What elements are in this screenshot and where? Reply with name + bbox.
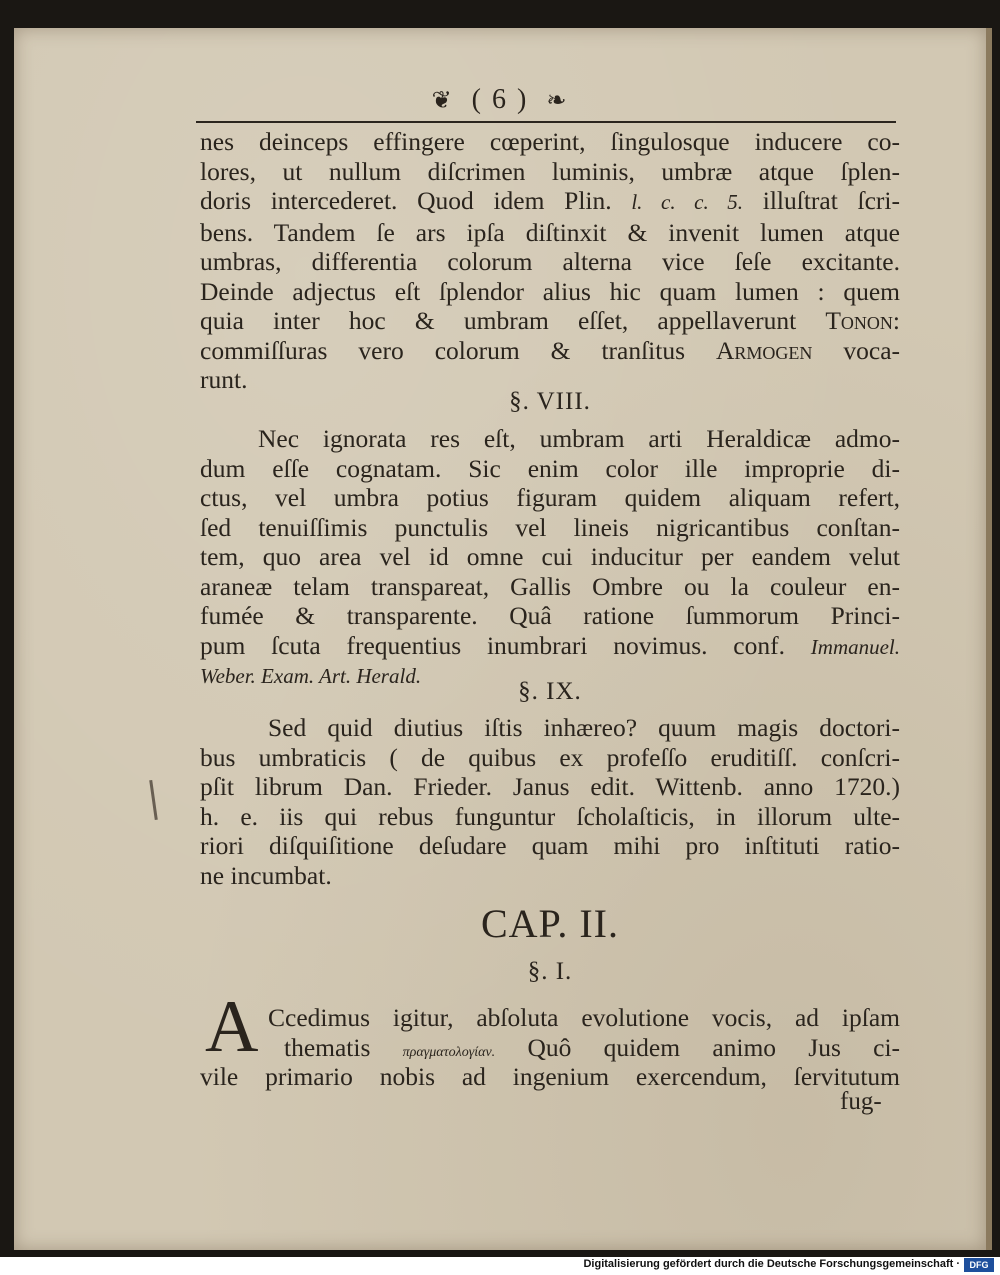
catchword: fug- <box>840 1088 882 1115</box>
text-line: fumée & transparente. Quâ ratione ſummorum Princi- <box>200 601 900 630</box>
text-line: pſit librum Dan. Frieder. Janus edit. Wittenb. anno 1720.) <box>200 772 900 801</box>
paragraph-2 <box>200 424 900 692</box>
text-span: thematis <box>284 1032 371 1062</box>
dfg-logo-icon: DFG <box>964 1258 994 1272</box>
section-heading-viii: §. VIII. <box>509 388 591 415</box>
term-armogen: Armogen <box>715 335 813 365</box>
greek-term: πραγματολογίαν. <box>402 1044 496 1060</box>
text-line: Ccedimus igitur, abſoluta evolutione vocis, ad ipſam <box>268 1003 900 1032</box>
paragraph-3 <box>200 713 900 890</box>
text-span: doris intercederet. Quod idem Plin. <box>200 186 612 215</box>
text-line: Nec ignorata res eſt, umbram arti Heraldicæ admo- <box>258 424 900 453</box>
text-span: pum ſcuta frequentius inumbrari novimus. conf. <box>200 630 785 660</box>
text-line: nes deinceps effingere cœperint, ſingulosque inducere co- <box>200 127 900 156</box>
footer-bar <box>0 1257 1000 1275</box>
left-ornament-icon: ❦ <box>431 88 454 114</box>
section-heading-ix: §. IX. <box>518 678 582 705</box>
text-line: bus umbraticis ( de quibus ex profeſſo eruditiſſ. conſcri- <box>200 742 900 772</box>
header-rule <box>196 121 896 123</box>
reference-italic: Immanuel. <box>810 634 901 659</box>
text-line: h. e. iis qui rebus funguntur ſcholaſticis, in illorum ulte- <box>200 801 900 831</box>
paragraph-1 <box>200 127 900 395</box>
term-tonon: Tonon <box>825 306 893 335</box>
text-line: Deinde adjectus eſt ſplendor alius hic quam lumen : quem <box>200 276 900 306</box>
paragraph-4-first-lines <box>268 1003 900 1067</box>
chapter-heading: CAP. II. <box>480 901 620 946</box>
text-span: commiſſuras vero colorum & tranſitus <box>200 335 686 365</box>
text-line: araneæ telam transpareat, Gallis Ombre ou la couleur en- <box>200 571 900 601</box>
text-line: ſed tenuiſſimis punctulis vel lineis nigricantibus conſtan- <box>200 512 900 542</box>
page-number: ( 6 ) <box>471 84 529 115</box>
text-line: ne incumbat. <box>200 860 332 890</box>
text-span: voca- <box>843 335 901 365</box>
text-line: bens. Tandem ſe ars ipſa diſtinxit & invenit lumen atque <box>200 217 900 247</box>
paragraph-4-continued <box>200 1062 900 1092</box>
text-line: lores, ut nullum diſcrimen luminis, umbræ atque ſplen- <box>200 156 900 186</box>
text-span: illuſtrat ſcri- <box>762 186 900 215</box>
text-line: umbras, differentia colorum alterna vice ſeſe excitante. <box>200 247 900 276</box>
text-span: : <box>892 306 900 335</box>
text-line <box>200 306 900 336</box>
text-line: tem, quo area vel id omne cui inducitur per eandem velut <box>200 542 900 571</box>
text-line <box>200 186 900 218</box>
text-span: Quô quidem animo Jus ci- <box>527 1032 901 1062</box>
text-line <box>200 336 900 366</box>
text-line: ctus, vel umbra potius figuram quidem aliquam refert, <box>200 483 900 512</box>
text-line: vile primario nobis ad ingenium exercendum, ſervitutum <box>200 1062 900 1091</box>
reference-italic: l. c. c. 5. <box>631 190 744 214</box>
right-ornament-icon: ❧ <box>546 88 569 114</box>
footer-credit: Digitalisierung gefördert durch die Deutsche Forschungsgemeinschaft · <box>583 1258 960 1270</box>
text-line: dum eſſe cognatam. Sic enim color ille improprie di- <box>200 453 900 483</box>
text-line: Sed quid diutius iſtis inhæreo? quum magis doctori- <box>268 713 900 742</box>
reference-italic: Weber. Exam. Art. Herald. <box>200 664 422 688</box>
drop-cap: A <box>205 986 259 1068</box>
section-heading-i: §. I. <box>527 958 573 985</box>
text-line <box>200 631 900 663</box>
text-span: quia inter hoc & umbram eſſet, appellaverunt <box>200 306 797 335</box>
page-header <box>0 84 1000 116</box>
page-edge <box>986 28 992 1250</box>
text-line: riori diſquiſitione deſudare quam mihi pro inſtituti ratio- <box>200 831 900 860</box>
text-line: runt. <box>200 365 248 394</box>
